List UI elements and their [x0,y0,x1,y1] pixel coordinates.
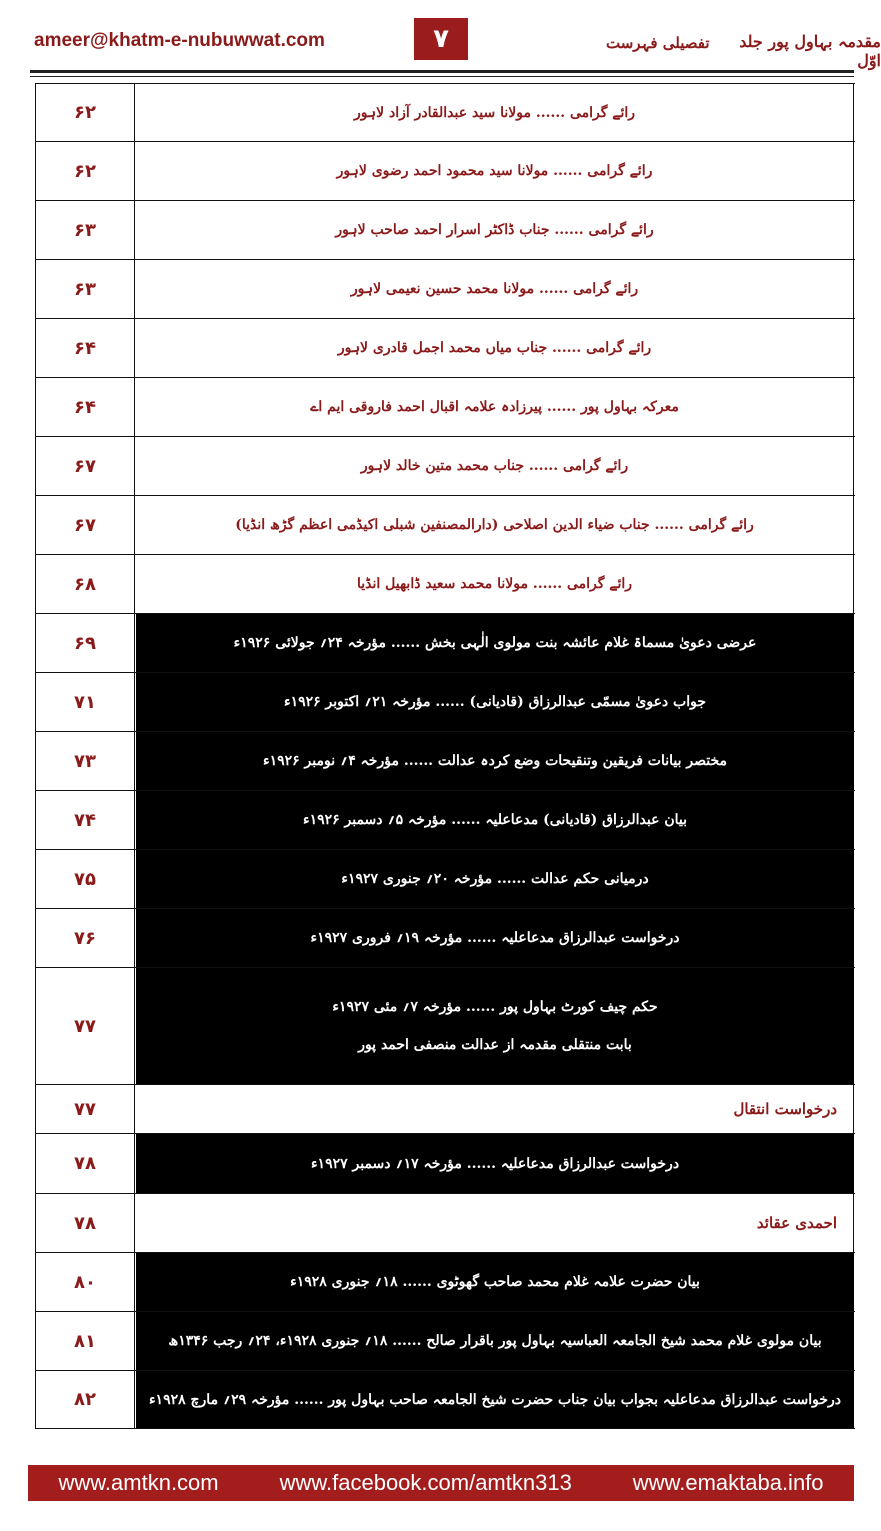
toc-row [35,1085,855,1134]
toc-section-heading: درخواست انتقال [136,1085,854,1133]
toc-page-number: ۷۱ [35,673,135,731]
toc-page-number: ۸۱ [35,1312,135,1370]
toc-row [35,496,855,555]
toc-entry: رائے گرامی ...... جناب محمد متین خالد لاہور [136,437,854,495]
toc-entry [136,968,854,1084]
toc-row [35,1312,855,1371]
toc-page-number: ۶۹ [35,614,135,672]
toc-entry: رائے گرامی ...... مولانا محمد حسین نعیمی لاہور [136,260,854,318]
toc-row [35,909,855,968]
footer-link-facebook[interactable]: www.facebook.com/amtkn313 [279,1470,572,1495]
toc-entry: درخواست عبدالرزاق مدعاعلیہ ...... مؤرخہ ۱۹؍ فروری ۱۹۲۷ء [136,909,854,967]
page-number-badge: ۷ [414,18,468,60]
toc-entry-line: حکم چیف کورٹ بہاول پور ...... مؤرخہ ۷؍ مئی ۱۹۲۷ء [332,999,658,1015]
header-rule [30,70,854,73]
toc-page-number: ۶۳ [35,260,135,318]
toc-entry: عرضی دعویٰ مسماۃ غلام عائشہ بنت مولوی الٰہی بخش ...... مؤرخہ ۲۴؍ جولائی ۱۹۲۶ء [136,614,854,672]
toc-page-number: ۷۷ [35,968,135,1084]
toc-section-heading: احمدی عقائد [136,1194,854,1252]
toc-entry: رائے گرامی ...... مولانا محمد سعید ڈابھیل انڈیا [136,555,854,613]
toc-row [35,142,855,201]
footer-link-amtkn[interactable]: www.amtkn.com [58,1470,219,1495]
toc-entry: رائے گرامی ...... مولانا سید محمود احمد رضوی لاہور [136,142,854,200]
toc-row [35,260,855,319]
toc-page-number: ۶۳ [35,201,135,259]
toc-row [35,791,855,850]
toc-entry: درمیانی حکم عدالت ...... مؤرخہ ۲۰؍ جنوری ۱۹۲۷ء [136,850,854,908]
toc-row [35,850,855,909]
toc-page-number: ۸۰ [35,1253,135,1311]
toc-entry: جواب دعویٰ مسمّی عبدالرزاق (قادیانی) ...... مؤرخہ ۲۱؍ اکتوبر ۱۹۲۶ء [136,673,854,731]
toc-entry: رائے گرامی ...... جناب ضیاء الدین اصلاحی (دارالمصنفین شبلی اکیڈمی اعظم گڑھ انڈیا) [136,496,854,554]
page-header [0,0,881,70]
table-of-contents [35,83,855,1429]
toc-entry: رائے گرامی ...... جناب ڈاکٹر اسرار احمد صاحب لاہور [136,201,854,259]
toc-page-number: ۷۸ [35,1134,135,1193]
toc-entry-line: بابت منتقلی مقدمہ از عدالت منصفی احمد پور [358,1037,632,1053]
toc-page-number: ۶۸ [35,555,135,613]
toc-page-number: ۷۸ [35,1194,135,1252]
toc-entry: درخواست عبدالرزاق مدعاعلیہ ...... مؤرخہ ۱۷؍ دسمبر ۱۹۲۷ء [136,1134,854,1193]
toc-row [35,1134,855,1194]
toc-row [35,437,855,496]
toc-page-number: ۸۲ [35,1371,135,1428]
toc-row [35,614,855,673]
book-title: مقدمہ بہاول پور جلد اوّل [739,32,881,70]
toc-entry: رائے گرامی ...... مولانا سید عبدالقادر آزاد لاہور [136,84,854,141]
toc-page-number: ۶۲ [35,84,135,141]
toc-entry: معرکہ بہاول پور ...... پیرزادہ علامہ اقبال احمد فاروقی ایم اے [136,378,854,436]
toc-page-number: ۷۳ [35,732,135,790]
toc-row [35,201,855,260]
toc-row [35,968,855,1085]
header-rule-thin [30,76,854,77]
toc-page-number: ۷۷ [35,1085,135,1133]
toc-page-number: ۷۴ [35,791,135,849]
toc-page-number: ۶۴ [35,319,135,377]
toc-page-number: ۷۶ [35,909,135,967]
toc-row [35,555,855,614]
toc-entry: بیان عبدالرزاق (قادیانی) مدعاعلیہ ...... مؤرخہ ۵؍ دسمبر ۱۹۲۶ء [136,791,854,849]
toc-row [35,319,855,378]
toc-entry: بیان مولوی غلام محمد شیخ الجامعہ العباسیہ بہاول پور باقرار صالح ...... ۱۸؍ جنوری ۱۹۲۸ء، ۲۴؍ رجب ۱۳۴۶ھ [136,1312,854,1370]
toc-page-number: ۶۲ [35,142,135,200]
toc-page-number: ۷۵ [35,850,135,908]
toc-row [35,1194,855,1253]
section-subtitle: تفصیلی فہرست [606,34,710,52]
toc-page-number: ۶۷ [35,496,135,554]
toc-row [35,1253,855,1312]
toc-row [35,732,855,791]
toc-row [35,83,855,142]
toc-row [35,1371,855,1429]
toc-entry: رائے گرامی ...... جناب میاں محمد اجمل قادری لاہور [136,319,854,377]
toc-row [35,378,855,437]
toc-entry: مختصر بیانات فریقین وتنقیحات وضع کردہ عدالت ...... مؤرخہ ۴؍ نومبر ۱۹۲۶ء [136,732,854,790]
toc-row [35,673,855,732]
email-address[interactable]: ameer@khatm-e-nubuwwat.com [34,30,325,51]
toc-page-number: ۶۷ [35,437,135,495]
toc-entry: بیان حضرت علامہ غلام محمد صاحب گھوٹوی ...... ۱۸؍ جنوری ۱۹۲۸ء [136,1253,854,1311]
page-footer [28,1465,854,1501]
toc-entry: درخواست عبدالرزاق مدعاعلیہ بجواب بیان جناب حضرت شیخ الجامعہ صاحب بہاول پور ...... مؤرخہ ۲۹؍ مارچ ۱۹۲۸ء [136,1371,854,1428]
footer-link-emaktaba[interactable]: www.emaktaba.info [632,1470,824,1495]
toc-page-number: ۶۴ [35,378,135,436]
